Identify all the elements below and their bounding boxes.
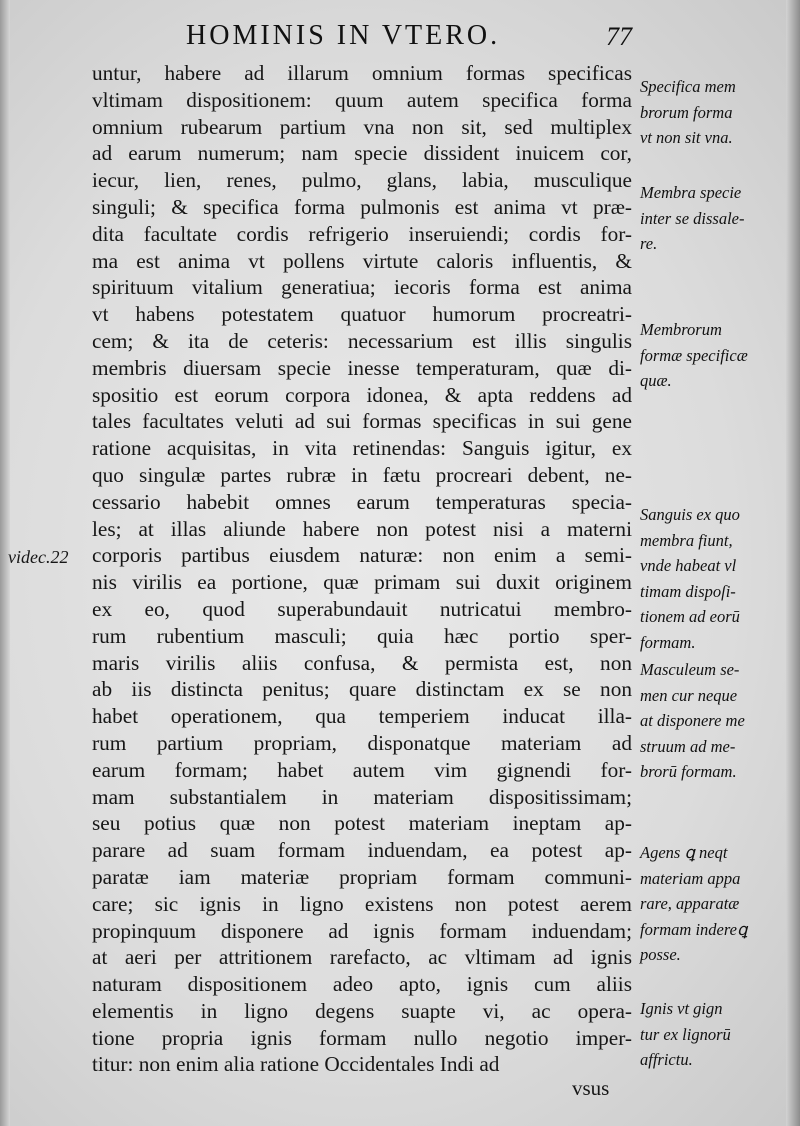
text-line: rum partium propriam, disponatque materiam ad [92,730,632,755]
margin-note-line: Membrorum [640,320,722,339]
text-line: corporis partibus eiusdem naturæ: non enim a semi- [92,543,632,568]
margin-note-membra-specie [640,180,800,257]
text-line: ab iis distincta penitus; quare distinctam ex se non [92,677,632,702]
text-line: quo singulæ partes rubræ in fætu procreari debent, ne- [92,462,632,487]
text-line: propinquum disponere ad ignis formam induendam; [92,918,632,943]
margin-note-line: Specifica mem [640,77,736,96]
margin-note-line: posse. [640,945,681,964]
page-number: 77 [606,22,632,51]
margin-note-ignis [640,996,800,1073]
margin-note-line: tionem ad eorū [640,607,740,626]
margin-note-line: vt non sit vna. [640,128,733,147]
text-line: iecur, lien, renes, pulmo, glans, labia, musculique [92,168,632,193]
text-line: at aeri per attritionem rarefacto, ac vltimam ad ignis [92,945,632,970]
margin-note-line: quæ. [640,371,672,390]
text-line: ratione acquisitas, in vita retinendas: Sanguis igitur, ex [92,436,632,461]
margin-note-line: affrictu. [640,1050,693,1069]
text-line: spositio est eorum corpora idonea, & apta reddens ad [92,382,632,407]
text-line: seu potius quæ non potest materiam ineptam ap- [92,811,632,836]
text-line: paratæ iam materiæ propriam formam communi- [92,864,632,889]
margin-note-line: formam. [640,632,696,652]
text-line: ex eo, quod superabundauit nutricatui membro- [92,596,632,621]
text-line: parare ad suam formam induendam, ea potest ap- [92,838,632,863]
catchword: vsus [572,1076,610,1100]
text-line: les; at illas aliunde habere non potest nisi a materni [92,516,632,541]
text-line: dita facultate cordis refrigerio inseruiendi; cordis for- [92,221,632,246]
margin-note-line: men cur neque [640,685,738,705]
text-line: naturam dispositionem adeo apto, ignis cum aliis [92,972,632,997]
text-line: membris diuersam specie inesse temperaturam, quæ di- [92,355,632,380]
text-line: rum rubentium masculi; quia hæc portio sper- [92,623,632,648]
text-line: tione propria ignis formam nullo negotio imper- [92,1025,632,1050]
text-line: earum formam; habet autem vim gignendi for- [92,757,632,782]
margin-note-line: vnde habeat vl [640,556,737,575]
margin-note-line: struum ad me- [640,736,736,756]
margin-note-line: formam indereꝗ [640,919,748,939]
margin-note-line: brorum forma [640,102,733,122]
text-line: untur, habere ad illarum omnium formas specificas [92,61,632,85]
margin-note-line: Masculeum se- [640,660,740,679]
margin-note-sanguis [640,502,800,655]
text-line: tales facultates veluti ad sui formas specificas in sui gene [92,409,632,434]
main-text-block [92,60,632,1078]
text-line: vt habens potestatem quatuor humorum procreatri- [92,302,632,327]
margin-note-line: brorū formam. [640,762,737,781]
margin-note-agens [640,840,800,968]
text-line: cem; & ita de ceteris: necessarium est illis singulis [92,328,632,353]
text-line: elementis in ligno degens suapte vi, ac opera- [92,998,632,1023]
margin-note-line: Ignis vt gign [640,999,723,1018]
text-line: vltimam dispositionem: quum autem specifica forma [92,87,632,112]
margin-note-line: formæ specificæ [640,345,748,365]
margin-note-line: timam dispoſi- [640,581,736,601]
margin-note-masculeum-semen [640,657,800,785]
text-line: maris virilis aliis confusa, & permista est, non [92,650,632,675]
text-line: cessario habebit omnes earum temperaturas specia- [92,489,632,514]
margin-note-line: membra fiunt, [640,530,733,550]
text-line: nis virilis ea portione, quæ primam sui duxit originem [92,570,632,595]
running-head: HOMINIS IN VTERO. [186,20,501,51]
margin-note-line: materiam appa [640,868,741,888]
text-line: habet operationem, qua temperiem inducat illa- [92,704,632,729]
margin-note-line: tur ex lignorū [640,1024,731,1044]
text-line: ma est anima vt pollens virtute caloris influentis, & [92,248,632,273]
text-line: mam substantialem in materiam dispositissimam; [92,784,632,809]
text-line: spirituum vitalium generatiua; iecoris forma est anima [92,275,632,300]
left-margin-note: videc.22 [8,547,69,567]
margin-note-line: Membra specie [640,183,742,202]
margin-note-line: re. [640,234,658,253]
margin-note-line: rare, apparatæ [640,894,740,913]
margin-note-specifica-membrorum [640,74,800,151]
margin-note-line: Agens ꝗ neqt [640,843,728,862]
margin-note-line: at disponere me [640,711,745,730]
text-line: titur: non enim alia ratione Occidentales Indi ad [92,1052,500,1077]
text-line: singuli; & specifica forma pulmonis est anima vt præ- [92,194,632,219]
margin-note-membrorum-formae [640,317,800,394]
margin-note-line: inter se dissale- [640,208,745,228]
text-line: omnium rubearum partium vna non sit, sed multiplex [92,114,632,139]
margin-note-line: Sanguis ex quo [640,505,740,524]
text-line: care; sic ignis in ligno existens non potest aerem [92,891,632,916]
text-line: ad earum numerum; nam specie dissident inuicem cor, [92,141,632,166]
